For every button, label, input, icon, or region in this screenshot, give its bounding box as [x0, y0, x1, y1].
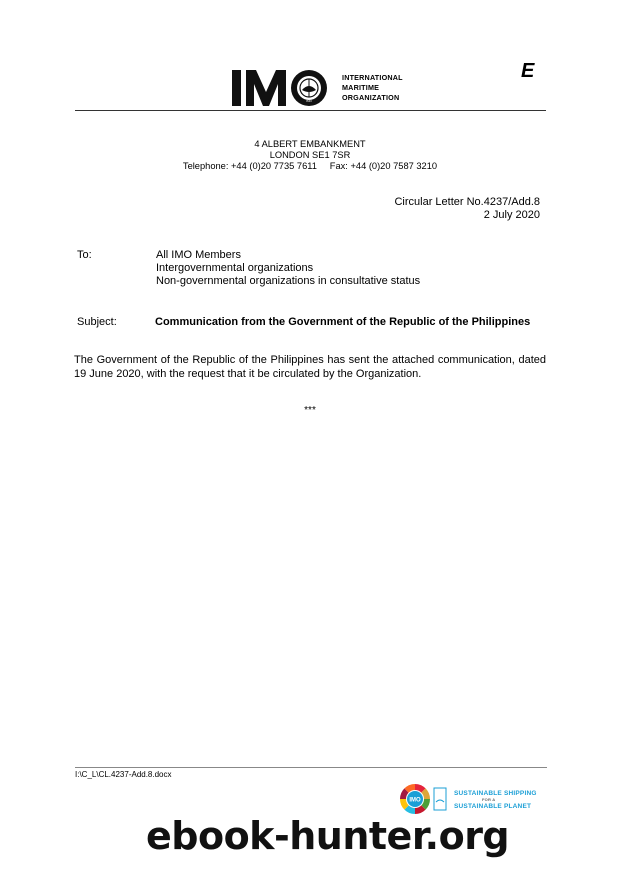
sdg-line-2: FOR A: [482, 797, 496, 802]
imo-logo-mark: [228, 68, 336, 108]
circular-letter-number: Circular Letter No.4237/Add.8: [394, 196, 540, 208]
recipient-1: All IMO Members: [156, 249, 241, 261]
to-label: To:: [77, 249, 92, 261]
recipient-2: Intergovernmental organizations: [156, 262, 314, 274]
org-line-3: ORGANIZATION: [342, 93, 400, 102]
address-street: 4 ALBERT EMBANKMENT: [254, 139, 366, 149]
recipient-3: Non-governmental organizations in consultative status: [156, 275, 421, 287]
header-divider: [75, 110, 546, 111]
sdg-logo-text: IMO: [409, 797, 421, 804]
address-city: LONDON SE1 7SR: [269, 150, 351, 160]
sdg-line-1: SUSTAINABLE SHIPPING: [454, 790, 537, 797]
footer-divider: [75, 767, 547, 768]
org-line-2: MARITIME: [342, 83, 380, 92]
address-contact: Telephone: +44 (0)20 7735 7611 Fax: +44 (0)20 7587 3210: [182, 161, 438, 171]
svg-text:IMO: IMO: [306, 99, 312, 103]
sdg-logo: [398, 782, 546, 816]
watermark: ebook-hunter.org: [146, 814, 510, 858]
sdg-line-3: SUSTAINABLE PLANET: [454, 803, 532, 810]
separator: ***: [304, 405, 316, 416]
org-name: [342, 73, 403, 103]
letter-date: 2 July 2020: [483, 209, 540, 221]
file-path: I:\C_L\CL.4237-Add.8.docx: [75, 770, 172, 779]
subject-text: Communication from the Government of the Republic of the Philippines: [155, 316, 531, 328]
imo-logo: [228, 68, 418, 108]
body-paragraph: The Government of the Republic of the Philippines has sent the attached communication, dated 19 June 2020, with the request that it be circulated by the Organization.: [74, 354, 546, 380]
org-line-1: INTERNATIONAL: [342, 73, 403, 82]
language-code: E: [521, 60, 535, 82]
sdg-wheel-icon: [398, 782, 450, 816]
subject-label: Subject:: [77, 316, 117, 328]
